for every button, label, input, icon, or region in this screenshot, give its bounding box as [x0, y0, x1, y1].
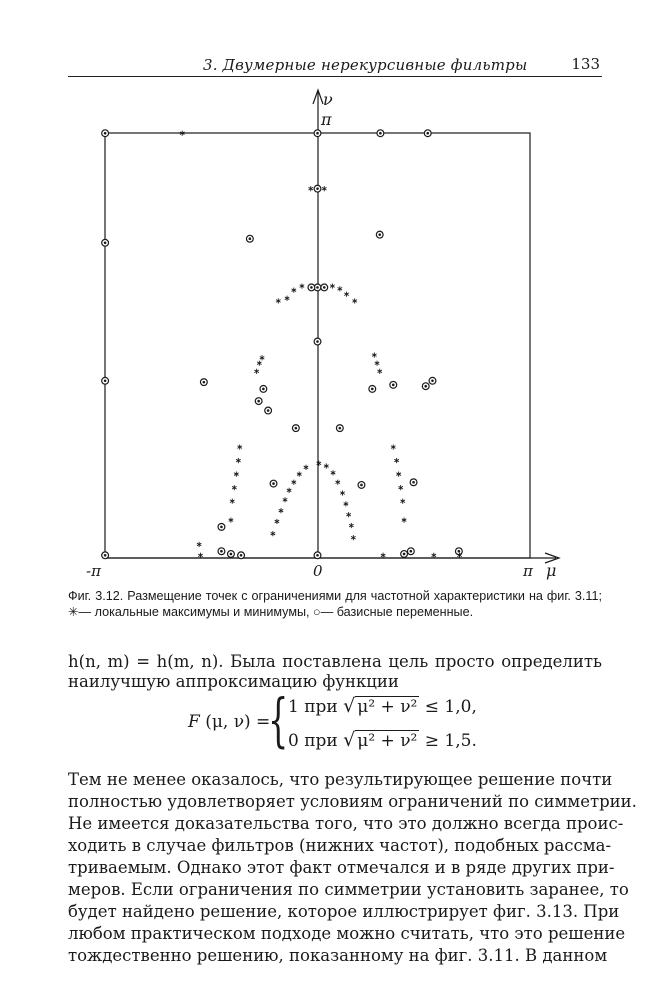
basis-variable-point — [369, 385, 376, 392]
local-extremum-point — [349, 523, 354, 528]
basis-variable-point — [321, 284, 328, 291]
sqrt-icon: √ — [343, 695, 356, 717]
basis-variable-point — [102, 239, 109, 246]
local-extremum-point — [402, 518, 407, 523]
basis-variable-point — [200, 379, 207, 386]
local-extremum-point — [279, 508, 284, 513]
basis-variable-point — [455, 548, 462, 555]
paragraph-line-9: тождественно решению, показанному на фиг. 3.11. В данном — [68, 946, 608, 965]
local-extremum-point — [398, 485, 403, 490]
basis-variable-point — [401, 551, 408, 558]
basis-variable-point — [102, 552, 109, 559]
local-extremum-point — [330, 283, 335, 288]
caption-text: Размещение точек с ограничениями для частотной характеристики на фиг. 3.11; ✳— локальные максимумы и минимумы, ○— базисные переменные. — [68, 589, 606, 619]
paragraph-line-3: Не имеется доказательства того, что это должно всегда проис- — [68, 814, 624, 833]
page-number: 133 — [571, 55, 600, 73]
basis-variable-point — [314, 130, 321, 137]
basis-variable-point — [314, 552, 321, 559]
basis-variable-point — [377, 130, 384, 137]
paragraph-line-4: ходить в случае фильтров (нижних частот), подобных рассма- — [68, 836, 612, 855]
minus-pi-label: -π — [86, 562, 101, 580]
local-extremum-point — [346, 512, 351, 517]
local-extremum-point — [292, 480, 297, 485]
basis-variable-point — [102, 377, 109, 384]
local-extremum-point — [375, 361, 380, 366]
formula-case-1-condition: ≤ 1,0, — [424, 697, 477, 717]
basis-variable-point — [270, 480, 277, 487]
running-title: 3. Двумерные нерекурсивные фильтры — [203, 56, 528, 74]
basis-variable-point — [102, 130, 109, 137]
local-extremum-point — [197, 542, 202, 547]
local-extremum-point — [297, 472, 302, 477]
basis-variable-point — [314, 185, 321, 192]
basis-variable-point — [308, 284, 315, 291]
local-extremum-point — [394, 458, 399, 463]
basis-variable-point — [407, 548, 414, 555]
formula-case-2-root: μ² + ν² — [357, 731, 418, 751]
local-extremum-point — [317, 461, 322, 466]
basis-variable-point — [218, 548, 225, 555]
local-extremum-point — [324, 463, 329, 468]
formula-case-1-root: μ² + ν² — [357, 697, 418, 717]
local-extremum-point — [400, 499, 405, 504]
local-extremum-point — [260, 355, 265, 360]
basis-variable-point — [314, 338, 321, 345]
local-extremum-point — [254, 369, 259, 374]
formula-arguments: (μ, ν) = — [205, 712, 271, 732]
zero-label: 0 — [313, 562, 323, 580]
basis-variable-point — [358, 482, 365, 489]
basis-variable-point — [265, 407, 272, 414]
local-extremum-point — [344, 292, 349, 297]
formula-case-1-value: 1 при — [288, 697, 338, 717]
basis-variable-point — [422, 383, 429, 390]
formula-case-1 — [288, 695, 477, 717]
local-extremum-point — [432, 553, 437, 558]
mu-axis-label: μ — [546, 561, 557, 580]
sqrt-icon: √ — [343, 729, 356, 751]
paragraph-line-5: триваемым. Однако этот факт отмечался и в ряде других при- — [68, 858, 615, 877]
local-extremum-point — [396, 472, 401, 477]
basis-variable-point — [336, 425, 343, 432]
local-extremum-point — [336, 480, 341, 485]
piecewise-formula — [188, 686, 508, 757]
pi-right-label: π — [523, 562, 533, 580]
local-extremum-point — [237, 444, 242, 449]
basis-variable-point — [376, 231, 383, 238]
local-extremum-point — [352, 298, 357, 303]
local-extremum-point — [377, 369, 382, 374]
local-extremum-point — [300, 283, 305, 288]
local-extremum-point — [257, 361, 262, 366]
paragraph-line-6: меров. Если ограничения по симметрии установить заранее, то — [68, 880, 629, 899]
local-extremum-point — [285, 296, 290, 301]
formula-case-2 — [288, 729, 477, 751]
local-extremum-point — [340, 490, 345, 495]
formula-case-2-condition: ≥ 1,5. — [424, 731, 477, 751]
local-extremum-point — [276, 298, 281, 303]
body-line-2: наилучшую аппроксимацию функции — [68, 672, 399, 691]
basis-variable-point — [246, 235, 253, 242]
local-extremum-point — [391, 444, 396, 449]
formula-case-2-value: 0 при — [288, 731, 338, 751]
basis-variable-point — [424, 130, 431, 137]
basis-variable-point — [255, 398, 262, 405]
paragraph-line-2: полностью удовлетворяет условиям ограничений по симметрии. — [68, 792, 637, 811]
local-extremum-point — [351, 535, 356, 540]
local-extremum-point — [381, 553, 386, 558]
paragraph-line-7: будет найдено решение, которое иллюстрирует фиг. 3.13. При — [68, 902, 620, 921]
local-extremum-point — [304, 465, 309, 470]
basis-variable-point — [260, 385, 267, 392]
local-extremum-point — [229, 518, 234, 523]
figure-caption — [68, 588, 606, 620]
local-extremum-point — [271, 531, 276, 536]
local-extremum-point — [372, 352, 377, 357]
basis-variable-point — [429, 377, 436, 384]
paragraph-line-8: любом практическом подходе можно считать, что это решение — [68, 924, 626, 943]
formula-function-name: F — [188, 712, 200, 732]
local-extremum-point — [230, 499, 235, 504]
local-extremum-point — [198, 553, 203, 558]
formula-brace: { — [268, 686, 289, 754]
pi-top-label: π — [321, 110, 332, 129]
caption-label: Фиг. 3.12. — [68, 589, 128, 603]
points-layer — [102, 130, 463, 559]
local-extremum-point — [283, 497, 288, 502]
local-extremum-point — [331, 470, 336, 475]
local-extremum-point — [236, 458, 241, 463]
local-extremum-point — [338, 286, 343, 291]
basis-variable-point — [410, 479, 417, 486]
local-extremum-point — [322, 186, 327, 191]
local-extremum-point — [234, 472, 239, 477]
basis-variable-point — [228, 551, 235, 558]
local-extremum-point — [275, 519, 280, 524]
basis-variable-point — [292, 425, 299, 432]
local-extremum-point — [344, 501, 349, 506]
local-extremum-point — [287, 488, 292, 493]
body-line-1: h(n, m) = h(m, n). Была поставлена цель просто определить — [68, 652, 602, 671]
basis-variable-point — [238, 552, 245, 559]
nu-axis-label: ν — [323, 90, 333, 109]
formula-lhs — [188, 712, 270, 732]
local-extremum-point — [308, 186, 313, 191]
paragraph-line-1: Тем не менее оказалось, что результирующее решение почти — [68, 770, 613, 789]
basis-variable-point — [218, 523, 225, 530]
local-extremum-point — [232, 485, 237, 490]
basis-variable-point — [390, 381, 397, 388]
local-extremum-point — [292, 288, 297, 293]
